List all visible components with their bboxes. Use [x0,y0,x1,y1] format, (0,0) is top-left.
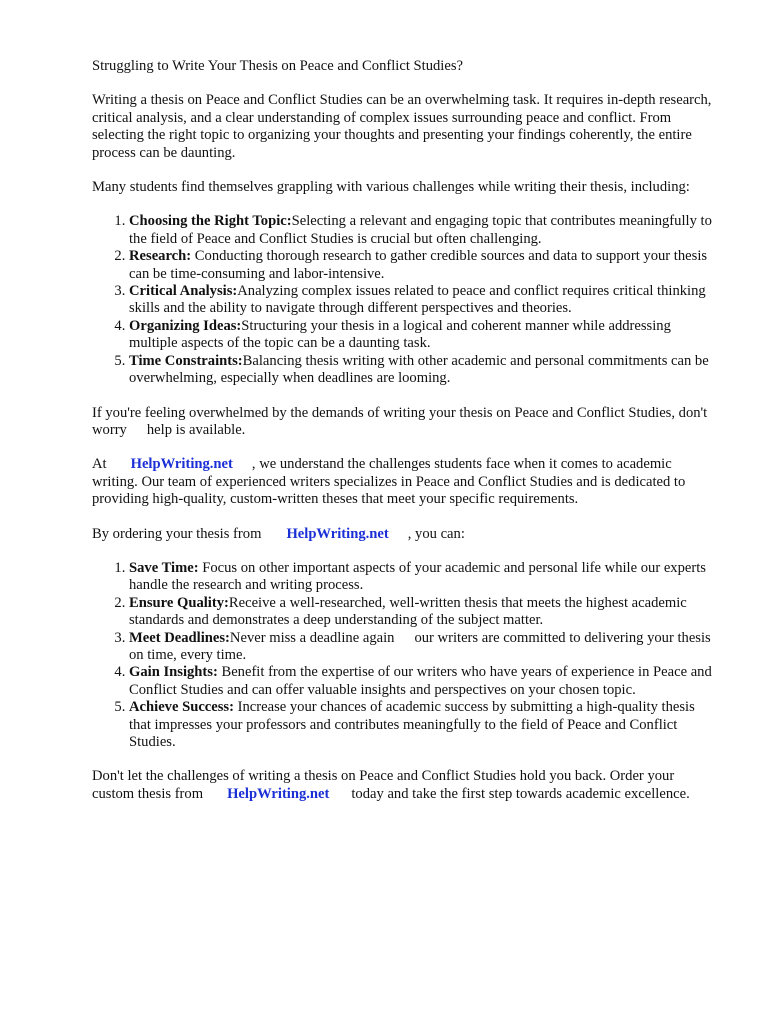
list-item [129,283,712,318]
list-item-term: Time Constraints: [129,352,243,369]
list-item-text: Conducting thorough research to gather credible sources and data to support your thesis can be time-consuming and labor-intensive. [129,248,711,282]
list-item-term: Critical Analysis: [129,283,238,300]
list-item [129,248,712,283]
list-item [129,353,712,388]
challenges-lead: Many students find themselves grappling with various challenges while writing their thesis, including: [92,179,690,196]
list-item-text: Balancing thesis writing with other academic and personal commitments can be overwhelming, especially when deadlines are looming. [129,352,713,387]
list-item-term: Organizing Ideas: [129,317,242,334]
closing-paragraph [92,768,712,803]
list-item-term: Gain Insights: [129,664,218,681]
overwhelmed-paragraph [92,405,712,440]
list-item-term: Meet Deadlines: [129,629,230,646]
about-paragraph [92,456,712,508]
helpwriting-link[interactable]: HelpWriting.net [286,525,389,542]
list-item [129,664,716,699]
list-item-text: Receive a well-researched, well-written thesis that meets the highest academic standards and demonstrates a deep understanding of the subject matter. [129,594,691,629]
about-prefix: At [92,456,107,473]
benefits-list [92,559,716,751]
list-item [129,318,712,353]
intro-paragraph: Writing a thesis on Peace and Conflict Studies can be an overwhelming task. It requires in-depth research, critical analysis, and a clear understanding of complex issues surrounding peace and conflict. From selecting the right topic to organizing your thoughts and presenting your findings coherently, the entire process can be daunting. [92,92,716,161]
overwhelmed-text: If you're feeling overwhelmed by the demands of writing your thesis on Peace and Conflict Studies, don't worry [92,404,711,438]
closing-prefix: Don't let the challenges of writing a thesis on Peace and Conflict Studies hold you back. Order your custom thesis from [92,768,678,802]
list-item-term: Research: [129,248,192,265]
document-title: Struggling to Write Your Thesis on Peace and Conflict Studies? [92,58,463,74]
list-item [129,699,712,751]
ordering-suffix: , you can: [407,525,465,542]
list-item-text: Analyzing complex issues related to peace and conflict requires critical thinking skills and the ability to navigate through different perspectives and theories. [129,283,710,317]
list-item-term: Save Time: [129,559,199,576]
list-item [129,213,716,248]
list-item-term: Choosing the Right Topic: [129,213,292,230]
overwhelmed-text-end: help is available. [146,421,246,438]
list-item-text: Structuring your thesis in a logical and coherent manner while addressing multiple aspects of the topic can be a daunting task. [129,317,675,352]
challenges-list [92,213,716,387]
list-item-text: Never miss a deadline again [229,629,395,646]
helpwriting-link[interactable]: HelpWriting.net [227,785,330,802]
list-item-term: Ensure Quality: [129,594,229,611]
list-item-text: Selecting a relevant and engaging topic that contributes meaningfully to the field of Peace and Conflict Studies is crucial but often challenging. [129,213,716,247]
list-item-text-cont: our writers are committed to delivering your thesis on time, every time. [129,629,715,663]
list-item-text: Focus on other important aspects of your academic and personal life while our experts handle the research and writing process. [129,559,710,594]
about-text: , we understand the challenges students face when it comes to academic writing. Our team of experienced writers specializes in Peace and Conflict Studies and is dedicated to providing high-quality, custom-written theses that meet your specific requirements. [92,456,689,508]
list-item [129,629,715,665]
list-item-text: Benefit from the expertise of our writers who have years of experience in Peace and Conflict Studies and can offer valuable insights and perspectives on your chosen topic. [129,664,716,698]
list-item [129,560,712,595]
closing-suffix: today and take the first step towards academic excellence. [351,785,690,802]
list-item-text: Increase your chances of academic success by submitting a high-quality thesis that impresses your professors and contributes meaningfully to the field of Peace and Conflict Studies. [129,699,699,750]
list-item [129,595,712,630]
ordering-prefix: By ordering your thesis from [92,525,262,542]
helpwriting-link[interactable]: HelpWriting.net [130,456,233,473]
list-item-term: Achieve Success: [129,699,234,716]
ordering-paragraph [92,526,712,543]
